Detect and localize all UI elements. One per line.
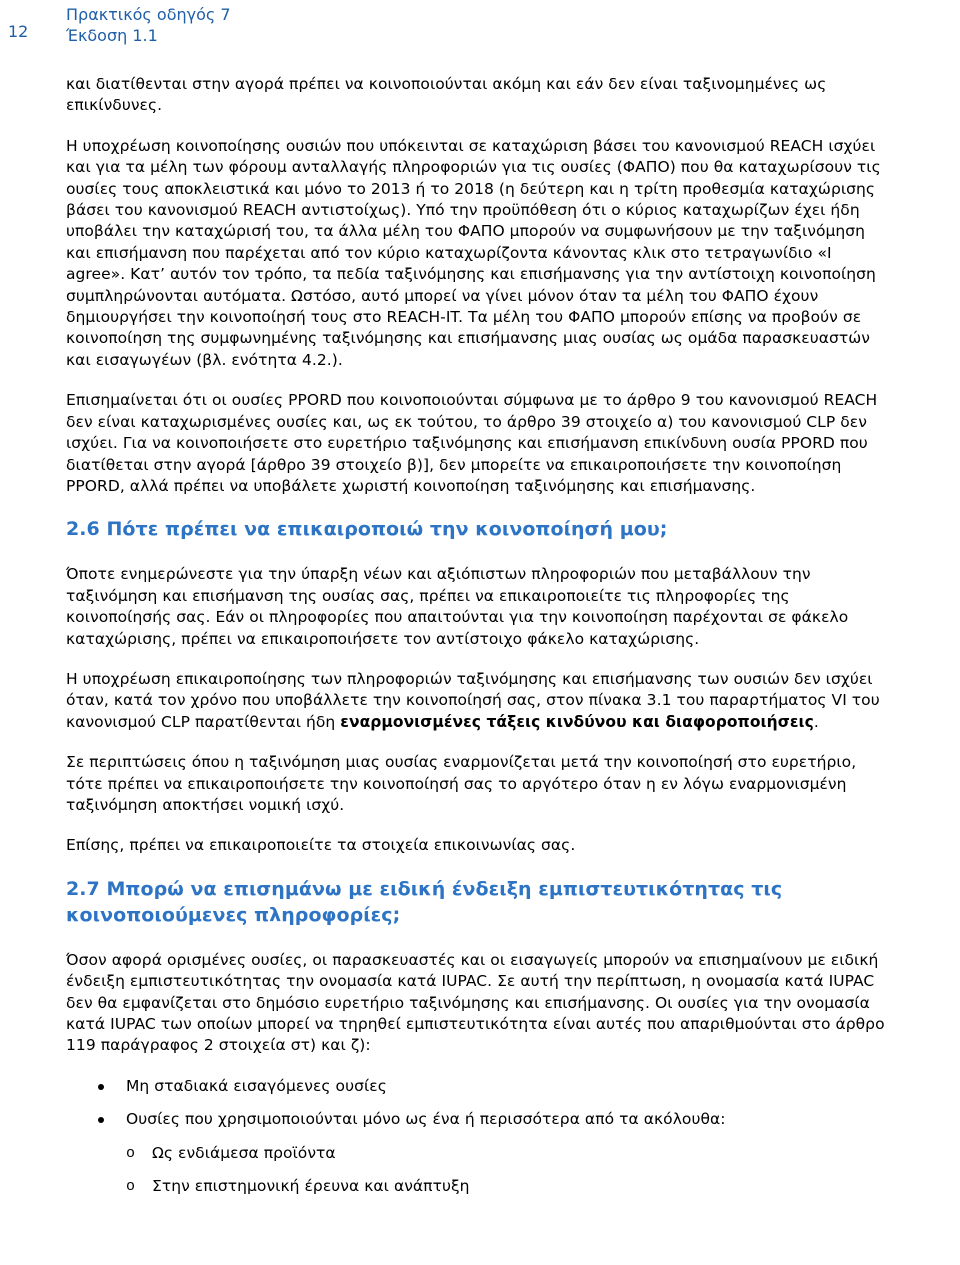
paragraph-confidentiality: Όσον αφορά ορισμένες ουσίες, οι παρασκευαστές και οι εισαγωγείς μπορούν να επισημαίνουν με ειδική ένδειξη εμπιστευτικότητας την ονομασία κατά IUPAC. Σε αυτή την περίπτωση, η ονομασία κατά IUPAC δεν θα εμφανίζεται στο δημόσιο ευρετήριο ταξινόμησης και επισήμανσης. Οι ουσίες για την ονομασία κατά IUPAC των οποίων μπορεί να τηρηθεί εμπιστευτικότητα είναι αυτές που απαριθμούνται στο άρθρο 119 παράγραφος 2 στοιχεία στ) και ζ):	[66, 950, 885, 1055]
guide-edition: Έκδοση 1.1	[66, 26, 158, 45]
guide-info	[66, 4, 231, 46]
section-heading-2-6: 2.6 Πότε πρέπει να επικαιροποιώ την κοινοποίησή μου;	[66, 518, 668, 541]
paragraph-update-obligation	[66, 669, 886, 733]
sub-list-item: o Στην επιστημονική έρευνα και ανάπτυξη	[64, 1176, 886, 1197]
paragraph-harmonisation: Σε περιπτώσεις όπου η ταξινόμηση μιας ουσίας εναρμονίζεται μετά την κοινοποίησή στο ευρετήριο, τότε πρέπει να επικαιροποιήσετε την κοινοποίησή σας το αργότερο όταν η εν λόγω εναρμονισμένη ταξινόμηση αποκτήσει νομική ισχύ.	[66, 753, 857, 814]
list-item: Μη σταδιακά εισαγόμενες ουσίες	[64, 1076, 886, 1097]
paragraph-contact-details: Επίσης, πρέπει να επικαιροποιείτε τα στοιχεία επικοινωνίας σας.	[66, 836, 576, 855]
section-heading-2-7: 2.7 Μπορώ να επισημάνω με ειδική ένδειξη εμπιστευτικότητας τις κοινοποιούμενες πληροφορίες;	[66, 877, 783, 926]
bullet-list	[66, 1076, 886, 1198]
paragraph-ppord: Επισημαίνεται ότι οι ουσίες PPORD που κοινοποιούνται σύμφωνα με το άρθρο 9 του κανονισμού REACH δεν είναι καταχωρισμένες ουσίες και, ως εκ τούτου, το άρθρο 39 στοιχείο α) του κανονισμού CLP δεν ισχύει. Για να κοινοποιήσετε στο ευρετήριο ταξινόμησης και επισήμανση επικίνδυνη ουσία PPORD που διατίθεται στην αγορά [άρθρο 39 στοιχείο β)], δεν μπορείτε να επικαιροποιήσετε την κοινοποίηση PPORD, αλλά πρέπει να υποβάλετε χωριστή κοινοποίηση ταξινόμησης και επισήμανσης.	[66, 391, 878, 495]
guide-title: Πρακτικός οδηγός 7	[66, 5, 231, 24]
page-header	[0, 2, 960, 48]
document-body	[66, 74, 886, 1209]
list-item: Ουσίες που χρησιμοποιούνται μόνο ως ένα ή περισσότερα από τα ακόλουθα:	[64, 1109, 886, 1130]
update-obligation-end: .	[813, 712, 819, 731]
paragraph-update-info: Όποτε ενημερώνεστε για την ύπαρξη νέων και αξιόπιστων πληροφοριών που μεταβάλλουν την ταξινόμηση και επισήμανση της ουσίας σας, πρέπει να επικαιροποιείτε τις πληροφορίες της κοινοποίησής σας. Εάν οι πληροφορίες που απαιτούνται για την κοινοποίηση παρέχονται σε φάκελο καταχώρισης, πρέπει να επικαιροποιήσετε τον αντίστοιχο φάκελο καταχώρισης.	[66, 565, 849, 648]
paragraph-reach-fapo: Η υποχρέωση κοινοποίησης ουσιών που υπόκεινται σε καταχώριση βάσει του κανονισμού REACH ισχύει και για τα μέλη των φόρουμ ανταλλαγής πληροφοριών για τις ουσίες (ΦΑΠΟ) που θα καταχωρίσουν τις ουσίες τους αποκλειστικά και μόνο το 2013 ή το 2018 (η δεύτερη και η τρίτη προθεσμία καταχώρισης βάσει του κανονισμού REACH αντιστοίχως). Υπό την προϋπόθεση ότι ο κύριος καταχωρίζων έχει ήδη υποβάλει την καταχώρισή του, τα άλλα μέλη του ΦΑΠΟ μπορούν να συμφωνήσουν με την ταξινόμηση και επισήμανση που παρέχεται από τον κύριο καταχωρίζοντα κάνοντας κλικ στο τετραγωνίδιο «I agree». Κατ’ αυτόν τον τρόπο, τα πεδία ταξινόμησης και επισήμανσης για την αντίστοιχη κοινοποίηση συμπληρώνονται αυτόματα. Ωστόσο, αυτό μπορεί να γίνει μόνον όταν τα μέλη του ΦΑΠΟ έχουν δημιουργήσει την κοινοποίησή τους στο REACH-IT. Τα μέλη του ΦΑΠΟ μπορούν επίσης να προβούν σε κοινοποίηση της συμφωνημένης ταξινόμησης και επισήμανσης μιας ουσίας ως ομάδα παρασκευαστών και εισαγωγέων (βλ. ενότητα 4.2.).	[66, 136, 881, 369]
page-number: 12	[8, 22, 29, 41]
update-obligation-bold: εναρμονισμένες τάξεις κινδύνου και διαφοροποιήσεις	[340, 712, 814, 731]
paragraph-continuation: και διατίθενται στην αγορά πρέπει να κοινοποιούνται ακόμη και εάν δεν είναι ταξινομημένες ως επικίνδυνες.	[66, 75, 827, 115]
update-obligation-text: Η υποχρέωση επικαιροποίησης των πληροφοριών ταξινόμησης και επισήμανσης των ουσιών δεν ισχύει όταν, κατά τον χρόνο που υποβάλλετε την κοινοποίησή σας, στον πίνακα 3.1 του παραρτήματος VI του κανονισμού CLP παρατίθενται ήδη	[66, 669, 880, 731]
sub-list-item: o Ως ενδιάμεσα προϊόντα	[64, 1143, 886, 1164]
